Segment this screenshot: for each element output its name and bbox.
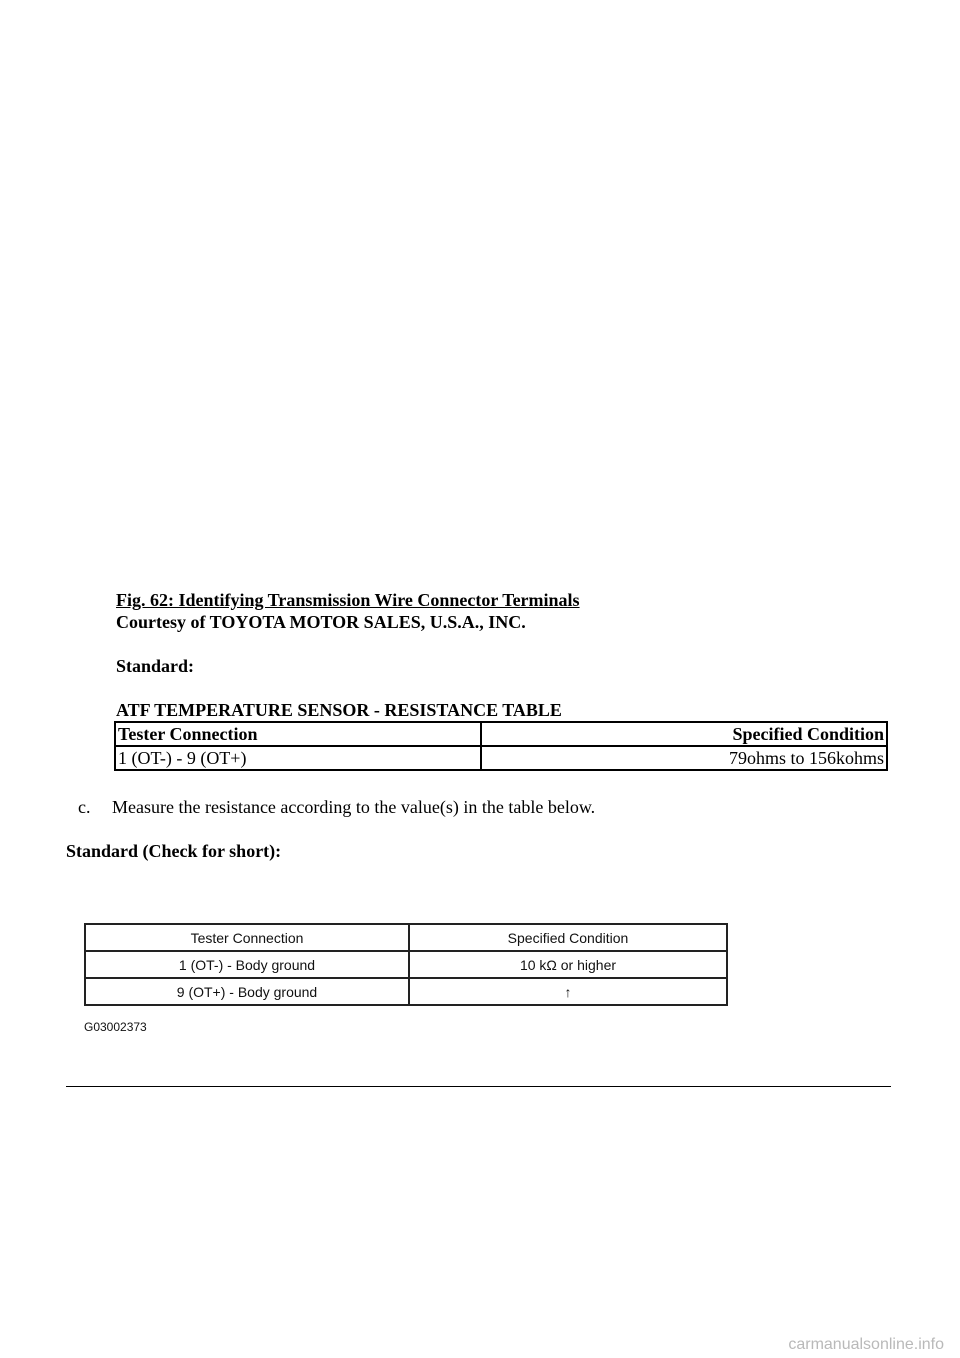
img-cell-connection-2: 9 (OT+) - Body ground — [85, 978, 409, 1005]
cell-specified-condition: 79ohms to 156kohms — [481, 746, 887, 770]
header-specified-condition: Specified Condition — [481, 722, 887, 746]
page-divider — [66, 1086, 891, 1087]
resistance-table-title: ATF TEMPERATURE SENSOR - RESISTANCE TABLE — [116, 700, 562, 720]
img-header-specified-condition: Specified Condition — [409, 924, 727, 951]
table-row — [85, 978, 727, 1005]
table-row — [115, 746, 887, 770]
standard-short-label: Standard (Check for short): — [66, 841, 282, 861]
figure-courtesy: Courtesy of TOYOTA MOTOR SALES, U.S.A., INC. — [116, 612, 526, 632]
img-cell-condition-1: 10 kΩ or higher — [409, 951, 727, 978]
short-check-table-image — [84, 923, 728, 1006]
header-tester-connection: Tester Connection — [115, 722, 481, 746]
figure-caption: Fig. 62: Identifying Transmission Wire Connector Terminals — [116, 590, 580, 610]
table-header-row — [115, 722, 887, 746]
step-letter: c. — [78, 797, 91, 817]
standard-label: Standard: — [116, 656, 195, 676]
img-cell-condition-2: ↑ — [409, 978, 727, 1005]
img-header-tester-connection: Tester Connection — [85, 924, 409, 951]
cell-tester-connection: 1 (OT-) - 9 (OT+) — [115, 746, 481, 770]
table-row — [85, 951, 727, 978]
procedure-step — [78, 797, 595, 818]
step-text: Measure the resistance according to the value(s) in the table below. — [112, 797, 596, 817]
img-cell-connection-1: 1 (OT-) - Body ground — [85, 951, 409, 978]
watermark: carmanualsonline.info — [788, 1336, 944, 1353]
image-code: G03002373 — [84, 1020, 147, 1034]
table-header-row — [85, 924, 727, 951]
resistance-table — [114, 721, 888, 771]
